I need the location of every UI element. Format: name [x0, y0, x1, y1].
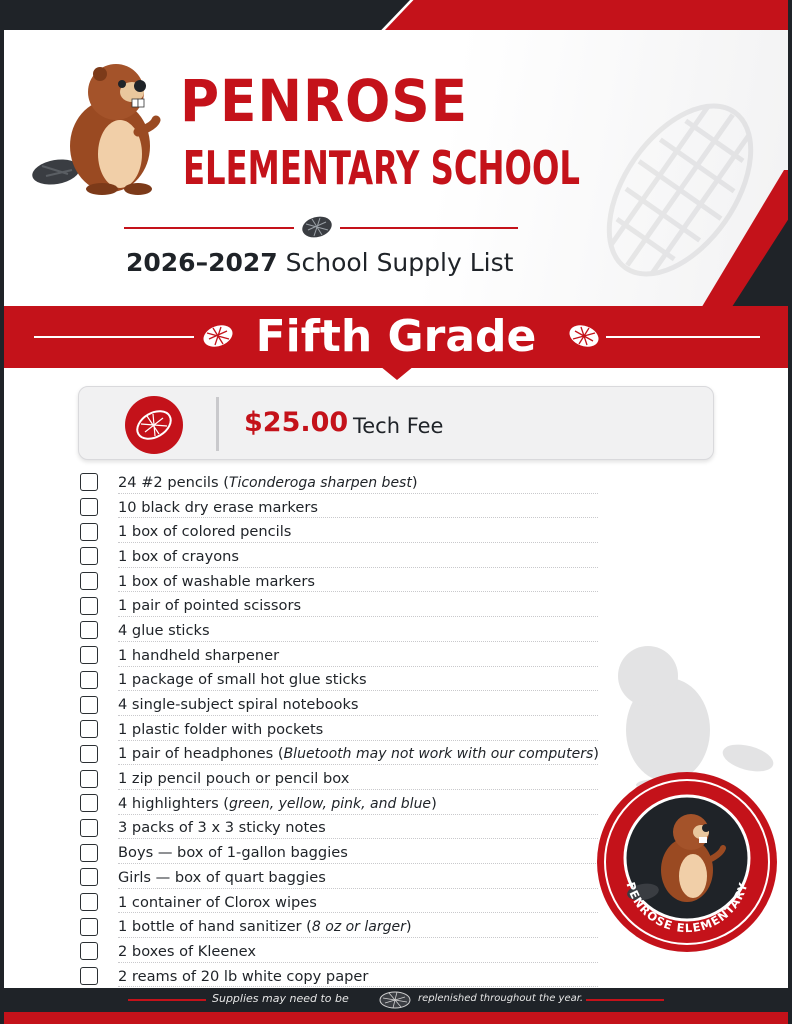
list-item — [78, 569, 598, 594]
checkbox-icon[interactable] — [80, 942, 98, 960]
beaver-tail-icon — [377, 990, 413, 1010]
beaver-tail-icon — [125, 396, 183, 454]
top-dark-bar — [0, 0, 410, 30]
checkbox-icon[interactable] — [80, 720, 98, 738]
list-item — [78, 791, 598, 816]
header-divider-left — [124, 227, 294, 229]
checkbox-icon[interactable] — [80, 844, 98, 862]
item-tail: ) — [593, 745, 599, 763]
footer-line-right — [586, 999, 664, 1001]
checkbox-icon[interactable] — [80, 696, 98, 714]
checkbox-icon[interactable] — [80, 967, 98, 985]
grade-banner-notch — [380, 366, 414, 380]
item-text: 1 plastic folder with pockets — [118, 720, 324, 738]
item-text: 4 glue sticks — [118, 621, 210, 639]
item-text: 1 box of colored pencils — [118, 523, 292, 541]
checkbox-icon[interactable] — [80, 621, 98, 639]
beaver-mascot-icon — [28, 62, 168, 202]
item-text: 1 bottle of hand sanitizer ( — [118, 918, 312, 936]
checkbox-icon[interactable] — [80, 893, 98, 911]
item-text: Boys — box of 1-gallon baggies — [118, 844, 348, 862]
list-item — [78, 717, 598, 742]
item-note: 8 oz or larger — [311, 919, 406, 936]
list-item — [78, 742, 598, 767]
checkbox-icon[interactable] — [80, 671, 98, 689]
beaver-tail-icon — [300, 214, 334, 240]
tech-fee-badge — [125, 396, 183, 454]
checkbox-icon[interactable] — [80, 547, 98, 565]
item-text: 10 black dry erase markers — [118, 498, 318, 516]
item-text: 2 boxes of Kleenex — [118, 942, 256, 960]
tech-fee-label: Tech Fee — [353, 414, 444, 438]
list-item — [78, 890, 598, 915]
list-item — [78, 914, 598, 939]
item-note: Bluetooth may not work with our computers — [283, 746, 594, 763]
top-red-bar — [385, 0, 792, 30]
checkbox-icon[interactable] — [80, 819, 98, 837]
list-item — [78, 692, 598, 717]
item-text: 1 box of crayons — [118, 547, 240, 565]
item-note: Ticonderoga sharpen best — [228, 474, 412, 491]
list-item — [78, 470, 598, 495]
school-name-line2: ELEMENTARY SCHOOL — [183, 141, 580, 195]
footer-line-left — [128, 999, 206, 1001]
item-tail: ) — [431, 794, 437, 812]
beaver-tail-icon — [566, 322, 602, 350]
checkbox-icon[interactable] — [80, 745, 98, 763]
item-text: 1 pair of pointed scissors — [118, 597, 302, 615]
footer-text-left: Supplies may need to be — [212, 992, 349, 1005]
item-text: 1 container of Clorox wipes — [118, 893, 317, 911]
item-text: 4 highlighters ( — [118, 794, 229, 812]
checkbox-icon[interactable] — [80, 770, 98, 788]
list-item — [78, 840, 598, 865]
list-item — [78, 816, 598, 841]
checkbox-icon[interactable] — [80, 523, 98, 541]
list-item — [78, 618, 598, 643]
item-text: 4 single-subject spiral notebooks — [118, 696, 359, 714]
item-text: 1 zip pencil pouch or pencil box — [118, 770, 350, 788]
item-tail: ) — [405, 918, 412, 936]
list-item — [78, 964, 598, 989]
seal-text: PENROSE ELEMENTARY — [623, 880, 751, 936]
list-item — [78, 593, 598, 618]
school-name-line1: PENROSE — [180, 67, 468, 135]
school-seal-icon — [595, 770, 779, 954]
fee-separator — [216, 397, 219, 451]
list-item — [78, 495, 598, 520]
item-text: 1 handheld sharpener — [118, 646, 280, 664]
footer-text-right: replenished throughout the year. — [418, 993, 584, 1004]
item-text: 1 package of small hot glue sticks — [118, 671, 367, 689]
item-text: 1 pair of headphones ( — [118, 745, 284, 763]
grade-line-right — [606, 336, 760, 338]
list-item — [78, 519, 598, 544]
item-note: green, yellow, pink, and blue — [229, 795, 432, 812]
supply-list — [78, 470, 598, 988]
beaver-watermark-icon — [598, 640, 778, 790]
list-item — [78, 643, 598, 668]
item-text: Girls — box of quart baggies — [118, 868, 326, 886]
list-item — [78, 865, 598, 890]
school-year: 2026–2027 — [126, 248, 278, 277]
checkbox-icon[interactable] — [80, 794, 98, 812]
item-tail: ) — [411, 473, 418, 491]
item-text: 3 packs of 3 x 3 sticky notes — [118, 819, 326, 837]
list-item — [78, 766, 598, 791]
checkbox-icon[interactable] — [80, 498, 98, 516]
list-item — [78, 544, 598, 569]
footer-red-bar — [0, 1012, 792, 1024]
item-text: 1 box of washable markers — [118, 572, 315, 590]
subtitle-text: School Supply List — [285, 248, 514, 277]
checkbox-icon[interactable] — [80, 572, 98, 590]
frame-right — [788, 0, 792, 1024]
list-item — [78, 668, 598, 693]
checkbox-icon[interactable] — [80, 473, 98, 491]
checkbox-icon[interactable] — [80, 918, 98, 936]
checkbox-icon[interactable] — [80, 868, 98, 886]
checkbox-icon[interactable] — [80, 597, 98, 615]
item-text: 24 #2 pencils ( — [118, 473, 229, 491]
grade-title: Fifth Grade — [255, 311, 537, 362]
supply-list-subtitle — [126, 248, 513, 277]
tech-fee-amount: $25.00 — [244, 407, 349, 438]
item-text: 2 reams of 20 lb white copy paper — [118, 967, 369, 985]
checkbox-icon[interactable] — [80, 646, 98, 664]
frame-left — [0, 0, 4, 1024]
list-item — [78, 939, 598, 964]
header-divider-right — [340, 227, 518, 229]
